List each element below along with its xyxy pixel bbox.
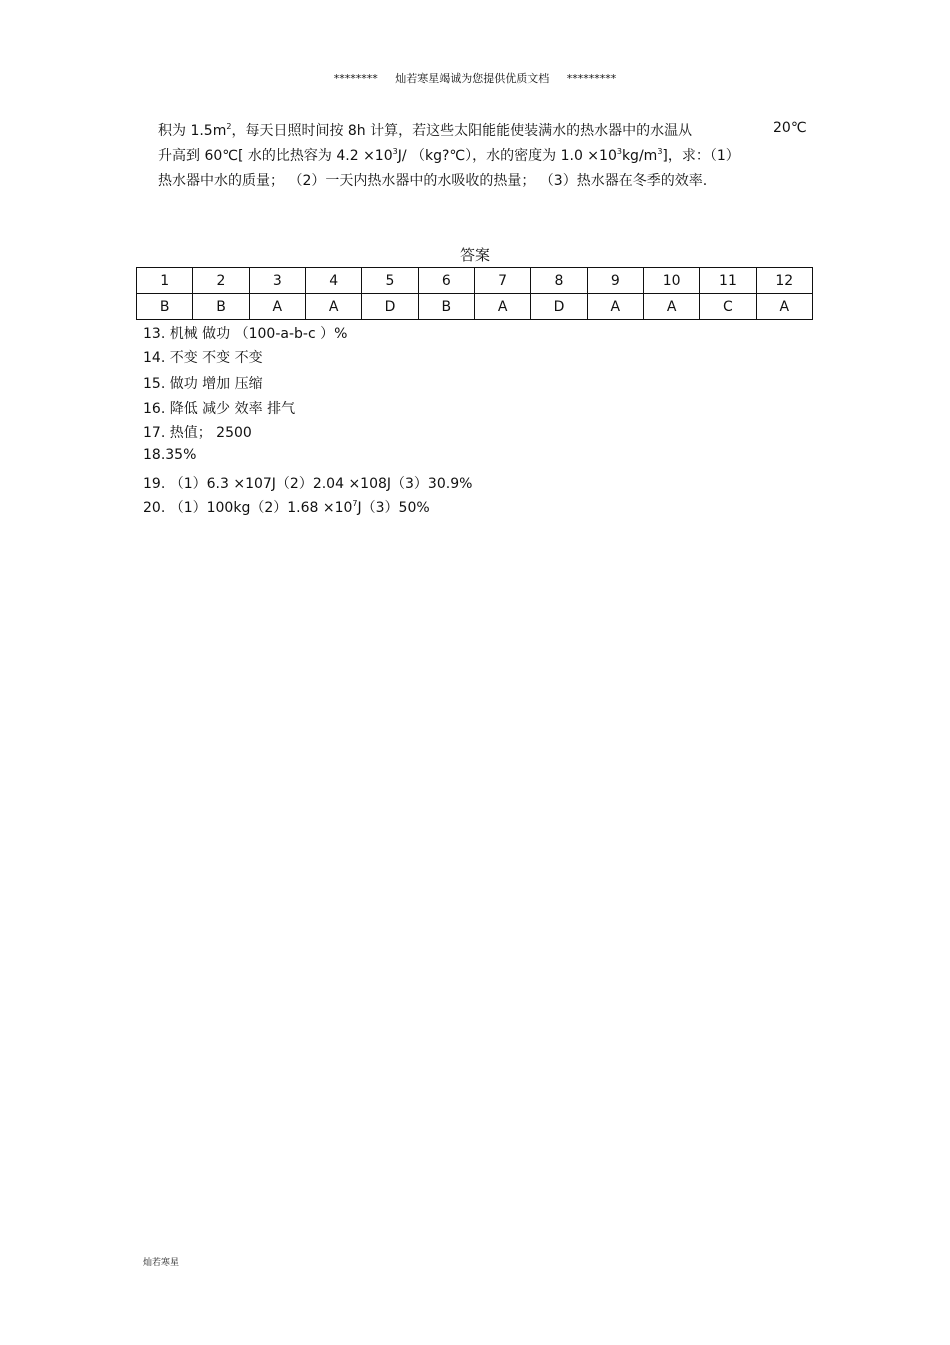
table-cell: A — [643, 294, 699, 320]
answer-19: 19. （1）6.3 ×107J（2）2.04 ×108J（3）30.9% — [143, 476, 473, 492]
header-stars-left: ******** — [333, 72, 378, 85]
superscript: 2 — [226, 122, 232, 131]
table-cell: D — [531, 294, 587, 320]
page-header — [0, 70, 950, 86]
table-cell: 1 — [137, 268, 193, 294]
table-cell: B — [418, 294, 474, 320]
problem-line-2 — [158, 145, 740, 165]
table-cell: 7 — [474, 268, 530, 294]
answer-16: 16. 降低 减少 效率 排气 — [143, 401, 296, 417]
table-cell: 10 — [643, 268, 699, 294]
superscript: 3 — [616, 147, 622, 156]
superscript: 3 — [392, 147, 398, 156]
table-cell: 4 — [305, 268, 361, 294]
answer-13: 13. 机械 做功 （100-a-b-c ）% — [143, 326, 348, 342]
answer-title: 答案 — [459, 246, 490, 264]
table-cell: D — [362, 294, 418, 320]
table-row-numbers — [137, 268, 813, 294]
problem-text: 升高到 60℃[ 水的比热容为 4.2 ×10 — [158, 148, 393, 164]
table-cell: A — [587, 294, 643, 320]
table-cell: B — [193, 294, 249, 320]
answer-text: J（3）50% — [357, 500, 430, 516]
problem-line-3: 热水器中水的质量； （2）一天内热水器中的水吸收的热量； （3）热水器在冬季的效率. — [158, 173, 708, 189]
page-footer: 灿若寒星 — [143, 1258, 180, 1268]
table-cell: A — [474, 294, 530, 320]
table-cell: 8 — [531, 268, 587, 294]
table-cell: A — [305, 294, 361, 320]
header-title: 灿若寒星竭诚为您提供优质文档 — [395, 72, 550, 85]
problem-text: ]，求：（1） — [662, 148, 740, 164]
table-cell: 2 — [193, 268, 249, 294]
table-cell: 3 — [249, 268, 305, 294]
answer-18: 18.35% — [143, 447, 197, 463]
answer-table — [136, 267, 813, 320]
problem-line-1 — [158, 120, 808, 140]
table-cell: 5 — [362, 268, 418, 294]
table-cell: A — [756, 294, 812, 320]
answer-20 — [143, 497, 430, 517]
problem-text: kg/m — [621, 148, 658, 164]
superscript: 3 — [657, 147, 663, 156]
problem-text: 20℃ — [773, 120, 807, 136]
table-cell: B — [137, 294, 193, 320]
header-stars-right: ********* — [566, 72, 617, 85]
table-cell: 9 — [587, 268, 643, 294]
answer-text: 20. （1）100kg（2）1.68 ×10 — [143, 500, 353, 516]
table-cell: 12 — [756, 268, 812, 294]
answer-15: 15. 做功 增加 压缩 — [143, 376, 263, 392]
table-cell: C — [700, 294, 756, 320]
table-cell: 6 — [418, 268, 474, 294]
answer-14: 14. 不变 不变 不变 — [143, 350, 263, 366]
problem-text: J/ （kg?℃），水的密度为 1.0 ×10 — [397, 148, 617, 164]
problem-text: ，每天日照时间按 8h 计算，若这些太阳能能使装满水的热水器中的水温从 — [231, 123, 693, 139]
table-row-answers — [137, 294, 813, 320]
table-cell: A — [249, 294, 305, 320]
answer-17: 17. 热值； 2500 — [143, 425, 252, 441]
superscript: 7 — [352, 499, 358, 508]
table-cell: 11 — [700, 268, 756, 294]
problem-text: 积为 1.5m — [158, 123, 227, 139]
